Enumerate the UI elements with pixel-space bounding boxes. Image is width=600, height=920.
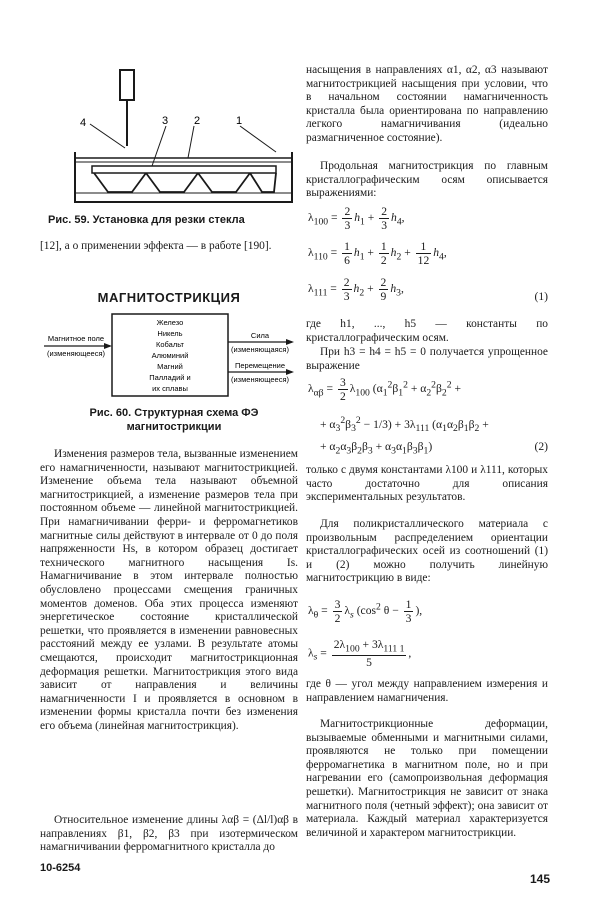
printer-signature: 10-6254 [40,862,81,874]
left-paragraph-2: Относительное изменение длины λαβ = (Δl/l)αβ в направлениях β1, β2, β3 при изотермическом намагничивании ферромагнитного кристалла до [40,814,298,854]
right-paragraph-simplified: При h3 = h4 = h5 = 0 получается упрощенное выражение [306,346,548,372]
box-line-1: Железо [156,318,184,327]
left-paragraph-1: Изменения размеров тела, вызванные изменением его намагниченности, называют магнитострикцией. Изменение объема тела называют объемной магнитострикцией, а изменение размеров тела при постоянном объеме — линейной магнитострикцией. При намагничивании ферри- и ферромагнетиков магнитные силы действуют в интервале от 0 до поля напряженности Hs, в котором образец достигает технического магнитного насыщения Is. Намагничивание в этом интервале полностью обусловлено процессами смещения граничных моментов доменов. Оба этих процесса изменяют энергетическое состояние кристаллической решетки, что проявляется в изменении равновесных расстояний между ее узлами. В результате атомы смещаются, происходит магнитострикционная деформация решетки. Магнитострикция этого вида зависит от направления и величины намагниченности I и проявляется в основном в изменении формы кристалла почти без изменения его объема (линейная магнитострикция). [40,448,298,732]
box-line-2: Никель [157,329,183,338]
box-line-5: Магний [157,362,183,371]
fig59-label-3: 3 [162,115,169,127]
fig59-label-1: 1 [236,115,243,127]
equation-number-1: (1) [534,290,548,303]
equation-lambda-100: $\lambda_{100}$ = $\frac{2}{3}$ $h_1$ + $\frac{2}{3}$ $h_4$, [308,205,405,232]
tool-holder [120,70,134,100]
equation-number-2: (2) [534,440,548,453]
cutting-teeth [94,173,276,192]
page-number: 145 [529,872,550,886]
box-line-4: Алюминий [151,351,189,360]
equation-lambda-alpha-beta-line1: $\lambda_{\alpha\beta}$ = $\frac{3}{2}$ $\lambda_{100}$ ($\alpha_1^2\beta_1^2 + \alpha_2^2\beta_2^2$ + [308,376,461,403]
box-line-7: их сплавы [152,384,188,393]
figure-60-structural-diagram [40,312,298,398]
right-paragraph-top: насыщения в направлениях α1, α2, α3 называют магнитострикцией насыщения при условии, что в начальном состоянии намагниченность кристалла была ориентирована по направлению легкого намагничивания (идеально размагниченное состояние). [306,64,548,144]
bath-tank [75,152,292,202]
after-equation-1: где h1, ..., h5 — константы по кристаллографическим осям. [306,318,548,344]
equation-lambda-theta: $\lambda_\theta$ = $\frac{3}{2}$ $\lambda_s$ ($\cos^2$ θ − $\frac{1}{3}$ ), [308,598,423,625]
fig59-label-4: 4 [80,117,87,129]
input-label: Магнитное поле [47,334,105,343]
box-line-3: Кобальт [156,340,184,349]
equation-lambda-110: $\lambda_{110}$ = $\frac{1}{6}$ $h_1$ + $\frac{1}{2}$ $h_2$ + $\frac{1}{12}$ $h_4$, [308,240,447,267]
section-heading: МАГНИТОСТРИКЦИЯ [97,290,241,305]
right-paragraph-deformation: Магнитострикционные деформации, вызываемые обменными и магнитными силами, проявляются не только при помещении ферромагнетика в магнитном поле, но и при нагревании его (самопроизвольная деформация решетки). Магнитострикция не зависит от знака магнитного поля (четный эффект); она зависит от материала. Каждый материал характеризуется величиной и характером магнитострикции. [306,718,548,839]
glass-plate [92,166,276,173]
output1-label: Сила [250,331,270,340]
equation-lambda-s: $\lambda_s$ = $\frac{2\lambda_{100} + 3\lambda_{111 1}}{5}$ , [308,638,412,670]
input-arrow-head [104,343,112,349]
figure-59-glass-cutting-setup [70,66,300,206]
equation-lambda-111: $\lambda_{111}$ = $\frac{2}{3}$ $h_2$ + $\frac{2}{9}$ $h_3$, [308,276,404,303]
output2-sublabel: (изменяющееся) [230,375,290,384]
equation-lambda-alpha-beta-line3: + $\alpha_2\alpha_3\beta_2\beta_3 + \alpha_3\alpha_1\beta_3\beta_1$) [320,440,433,457]
after-equation-2: только с двумя константами λ100 и λ111, которых часто достаточно для описания экспериментальных результатов. [306,464,548,504]
output1-sublabel: (изменяющаяся) [231,345,289,354]
figure-60-caption: Рис. 60. Структурная схема ФЭ магнитострикции [89,407,259,433]
figure-59-caption: Рис. 59. Установка для резки стекла [48,214,245,226]
reference-line: [12], а о применении эффекта — в работе [190]. [40,240,272,252]
equation-lambda-alpha-beta-line2: + $\alpha_3^2\beta_3^2 - 1/3) + 3\lambda_{111}$ ($\alpha_1\alpha_2\beta_1\beta_2$ + [320,415,489,435]
after-equation-3: где θ — угол между направлением измерения и направлением намагничения. [306,678,548,704]
right-paragraph-polycrystal: Для поликристаллического материала с произвольным распределением ориентации кристаллографических осей из соотношений (1) и (2) можно получить линейную магнитострикцию в виде: [306,518,548,585]
fig59-label-2: 2 [194,115,201,127]
output2-label: Перемещение [235,361,285,370]
right-paragraph-longitudinal: Продольная магнитострикция по главным кристаллографическим осям описывается выражениями: [306,160,548,200]
input-sublabel: (изменяющееся) [46,349,106,358]
box-line-6: Палладий и [149,373,191,382]
